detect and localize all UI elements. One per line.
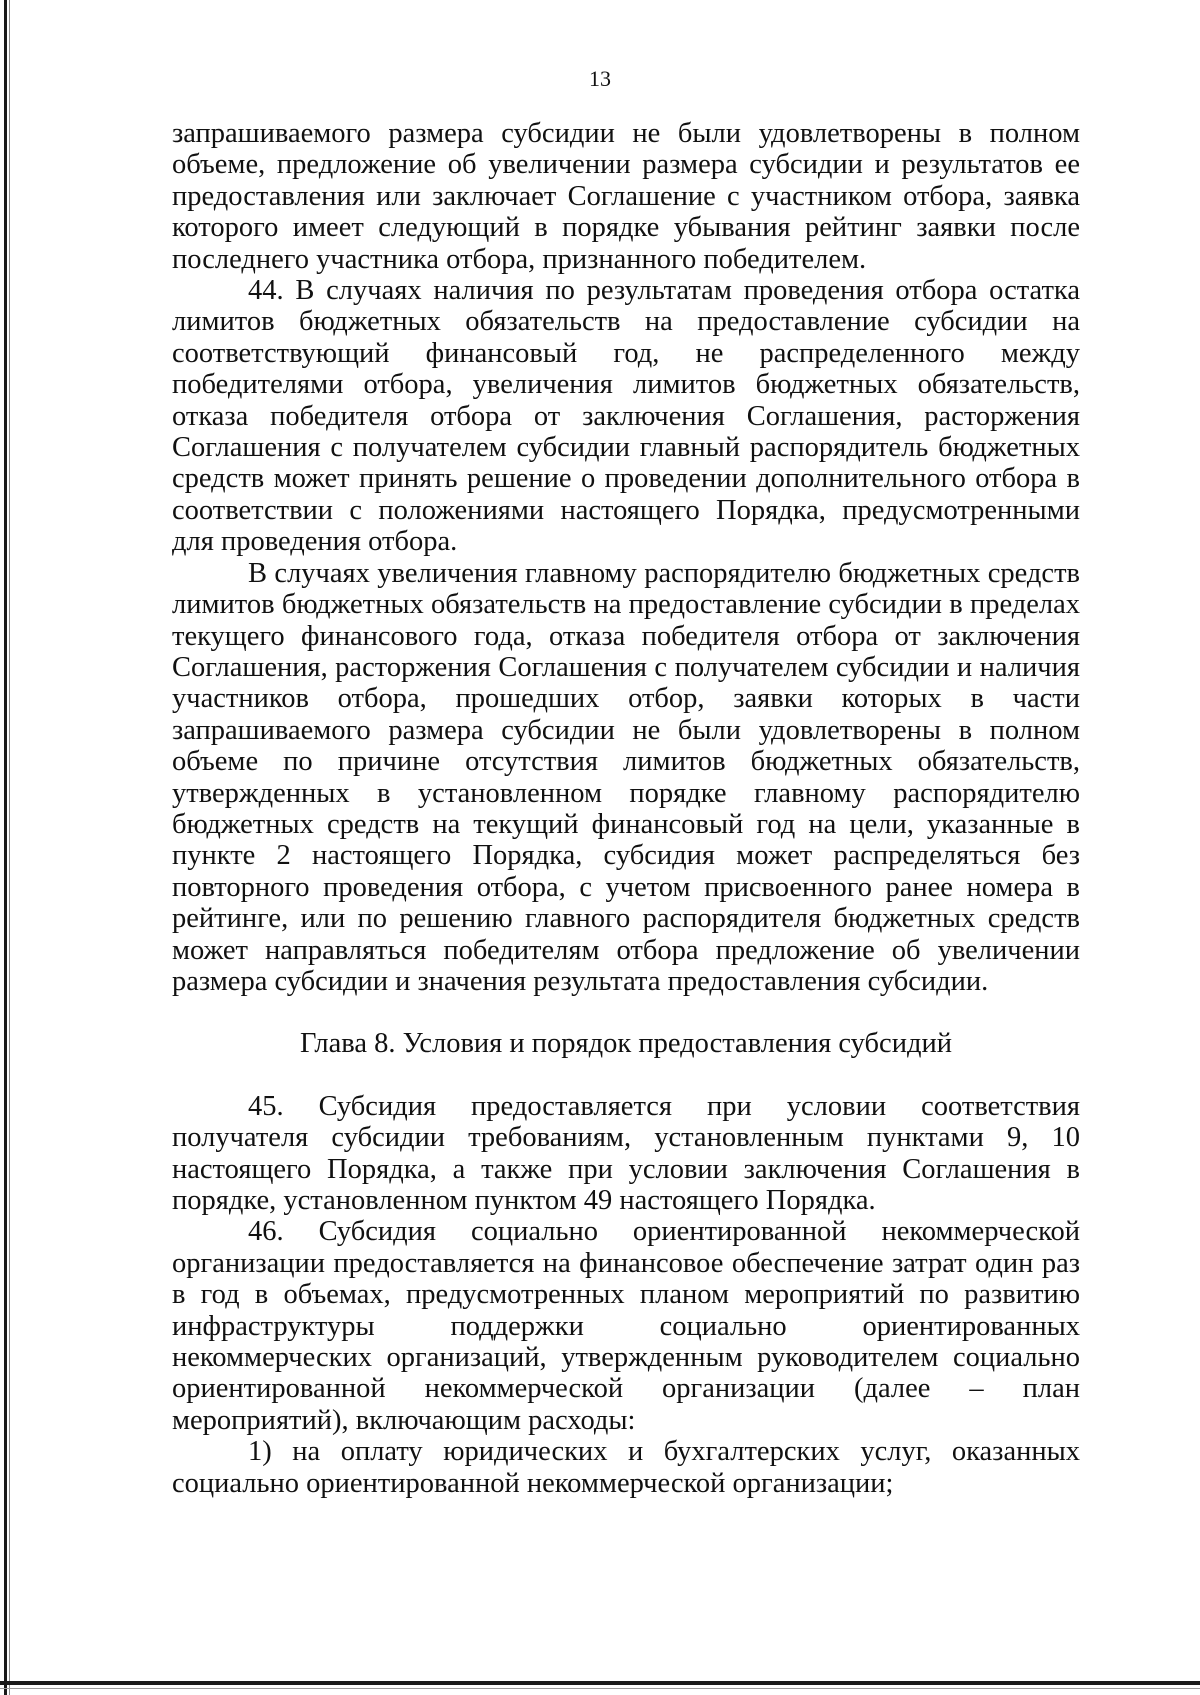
paragraph-44: 44. В случаях наличия по результатам проведения отбора остатка лимитов бюджетных обязательств на предоставление субсидии на соответствующий финансовый год, не распределенного между победителями отбора, увеличения лимитов бюджетных обязательств, отказа победителя отбора от заключения Соглашения, расторжения Соглашения с получателем субсидии главный распорядитель бюджетных средств может принять решение о проведении дополнительного отбора в соответствии с положениями настоящего Порядка, предусмотренными для проведения отбора. xyxy=(172,275,1080,558)
paragraph-45: 45. Субсидия предоставляется при условии соответствия получателя субсидии требованиям, установленным пунктами 9, 10 настоящего Порядка, а также при условии заключения Соглашения в порядке, установленном пунктом 49 настоящего Порядка. xyxy=(172,1090,1080,1216)
scan-edge-bottom xyxy=(0,1681,1200,1685)
chapter-heading: Глава 8. Условия и порядок предоставления субсидий xyxy=(300,1028,952,1060)
paragraph-46: 46. Субсидия социально ориентированной некоммерческой организации предоставляется на финансовое обеспечение затрат один раз в год в объемах, предусмотренных планом мероприятий по развитию инфраструктуры поддержки социально ориентированных некоммерческих организаций, утвержденным руководителем социально ориентированной некоммерческой организации (далее – план мероприятий), включающим расходы: xyxy=(172,1216,1080,1436)
document-body xyxy=(172,118,1080,1499)
page-number: 13 xyxy=(589,66,611,91)
scan-edge-left xyxy=(4,0,7,1695)
paragraph-continuation: запрашиваемого размера субсидии не были удовлетворены в полном объеме, предложение об увеличении размера субсидии и результатов ее предоставления или заключает Соглашение с участником отбора, заявка которого имеет следующий в порядке убывания рейтинг заявки после последнего участника отбора, признанного победителем. xyxy=(172,118,1080,275)
paragraph-46-item-1: 1) на оплату юридических и бухгалтерских услуг, оказанных социально ориентированной некоммерческой организации; xyxy=(172,1436,1080,1499)
scan-edge-left-thin xyxy=(9,0,10,1695)
paragraph-44-part-2: В случаях увеличения главному распорядителю бюджетных средств лимитов бюджетных обязательств на предоставление субсидии в пределах текущего финансового года, отказа победителя отбора от заключения Соглашения, расторжения Соглашения с получателем субсидии и наличия участников отбора, прошедших отбор, заявки которых в части запрашиваемого размера субсидии не были удовлетворены в полном объеме по причине отсутствия лимитов бюджетных обязательств, утвержденных в установленном порядке главному распорядителю бюджетных средств на текущий финансовый год на цели, указанные в пункте 2 настоящего Порядка, субсидия может распределяться без повторного проведения отбора, с учетом присвоенного ранее номера в рейтинге, или по решению главного распорядителя бюджетных средств может направляться победителям отбора предложение об увеличении размера субсидии и значения результата предоставления субсидии. xyxy=(172,557,1080,997)
scan-edge-bottom-thin xyxy=(0,1688,1200,1689)
